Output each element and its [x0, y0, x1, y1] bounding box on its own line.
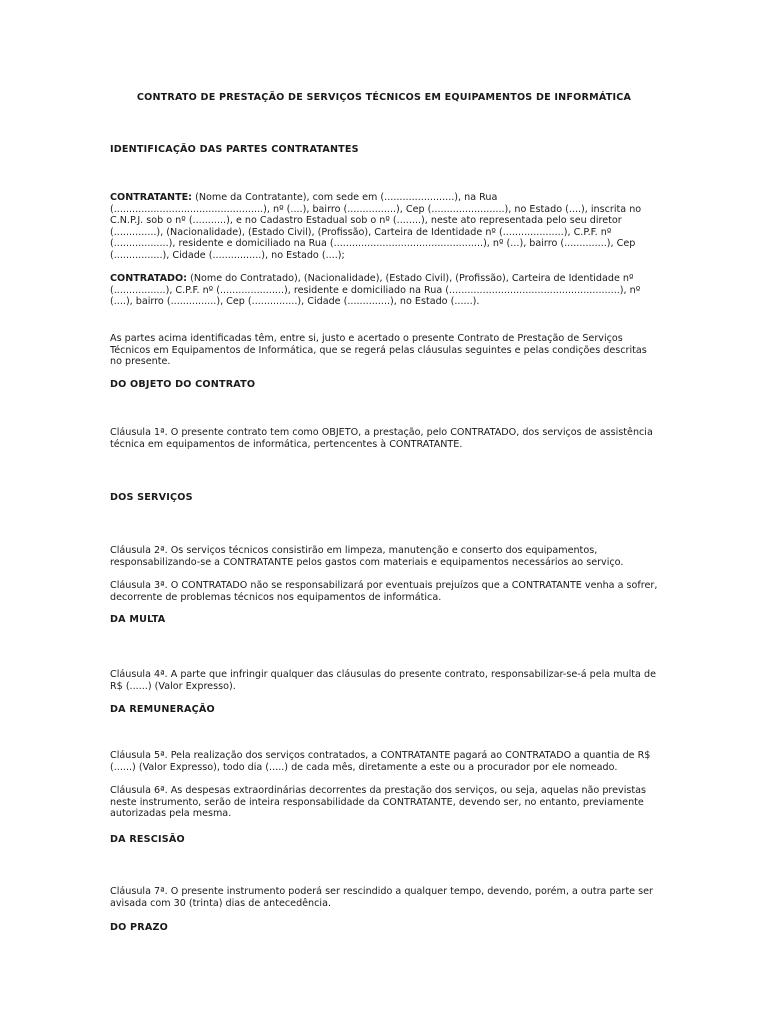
clause-4: Cláusula 4ª. A parte que infringir qualquer das cláusulas do presente contrato, responsabilizar-se-á pela multa de R$ (......) (Valor Expresso).: [110, 669, 656, 692]
section-heading-servicos: DOS SERVIÇOS: [110, 492, 193, 503]
section-heading-multa: DA MULTA: [110, 614, 166, 625]
clause-7: Cláusula 7ª. O presente instrumento poderá ser rescindido a qualquer tempo, devendo, porém, a outra parte ser avisada com 30 (trinta) dias de antecedência.: [110, 886, 653, 909]
section-heading-prazo: DO PRAZO: [110, 922, 169, 933]
clause-1: Cláusula 1ª. O presente contrato tem como OBJETO, a prestação, pelo CONTRATADO, dos serviços de assistência técnica em equipamentos de informática, pertencentes à CONTRATANTE.: [110, 427, 653, 450]
document-title: CONTRATO DE PRESTAÇÃO DE SERVIÇOS TÉCNICOS EM EQUIPAMENTOS DE INFORMÁTICA: [136, 92, 632, 103]
section-heading-objeto: DO OBJETO DO CONTRATO: [110, 379, 256, 390]
contratado-label: CONTRATADO:: [110, 273, 188, 284]
contratado-paragraph: [110, 273, 658, 308]
contratante-paragraph: [110, 192, 658, 262]
clause-3: Cláusula 3ª. O CONTRATADO não se responsabilizará por eventuais prejuízos que a CONTRATANTE venha a sofrer, decorrente de problemas técnicos nos equipamentos de informática.: [110, 580, 658, 603]
contratante-text: (Nome da Contratante), com sede em (.......................), na Rua (.................................................), nº (....), bairro (................), Cep (........................), no Estado (....), inscrita no C.N.P.J. sob o nº (...........), e no Cadastro Estadual sob o nº (........), neste ato representada pelo seu diretor (..............), (Nacionalidade), (Estado Civil), (Profissão), Carteira de Identidade nº (....................), C.P.F. nº (..................), residente e domiciliado na Rua (.................................................), nº (...), bairro (..............), Cep (................), Cidade (................), no Estado (....);: [110, 192, 642, 261]
clause-6: Cláusula 6ª. As despesas extraordinárias decorrentes da prestação dos serviços, ou seja, aquelas não previstas neste instrumento, serão de inteira responsabilidade da CONTRATANTE, devendo ser, no entanto, previamente autorizadas pela mesma.: [110, 785, 647, 820]
intro-paragraph: As partes acima identificadas têm, entre si, justo e acertado o presente Contrato de Prestação de Serviços Técnicos em Equipamentos de Informática, que se regerá pelas cláusulas seguintes e pelas condições descritas no presente.: [110, 333, 647, 368]
section-heading-rescisao: DA RESCISÃO: [110, 834, 185, 845]
contratante-label: CONTRATANTE:: [110, 192, 193, 203]
section-heading-remuneracao: DA REMUNERAÇÃO: [110, 704, 215, 715]
identification-heading: IDENTIFICAÇÃO DAS PARTES CONTRATANTES: [110, 144, 359, 155]
clause-5: Cláusula 5ª. Pela realização dos serviços contratados, a CONTRATANTE pagará ao CONTRATADO a quantia de R$ (......) (Valor Expresso), todo dia (.....) de cada mês, diretamente a este ou a procurador por ele nomeado.: [110, 750, 651, 773]
contratado-text: (Nome do Contratado), (Nacionalidade), (Estado Civil), (Profissão), Carteira de Identidade nº (.................), C.P.F. nº (.....................), residente e domiciliado na Rua (........................................................), nº (....), bairro (...............), Cep (...............), Cidade (..............), no Estado (......).: [110, 273, 641, 308]
clause-2: Cláusula 2ª. Os serviços técnicos consistirão em limpeza, manutenção e conserto dos equipamentos, responsabilizando-se a CONTRATANTE pelos gastos com materiais e equipamentos necessários ao serviço.: [110, 545, 624, 568]
